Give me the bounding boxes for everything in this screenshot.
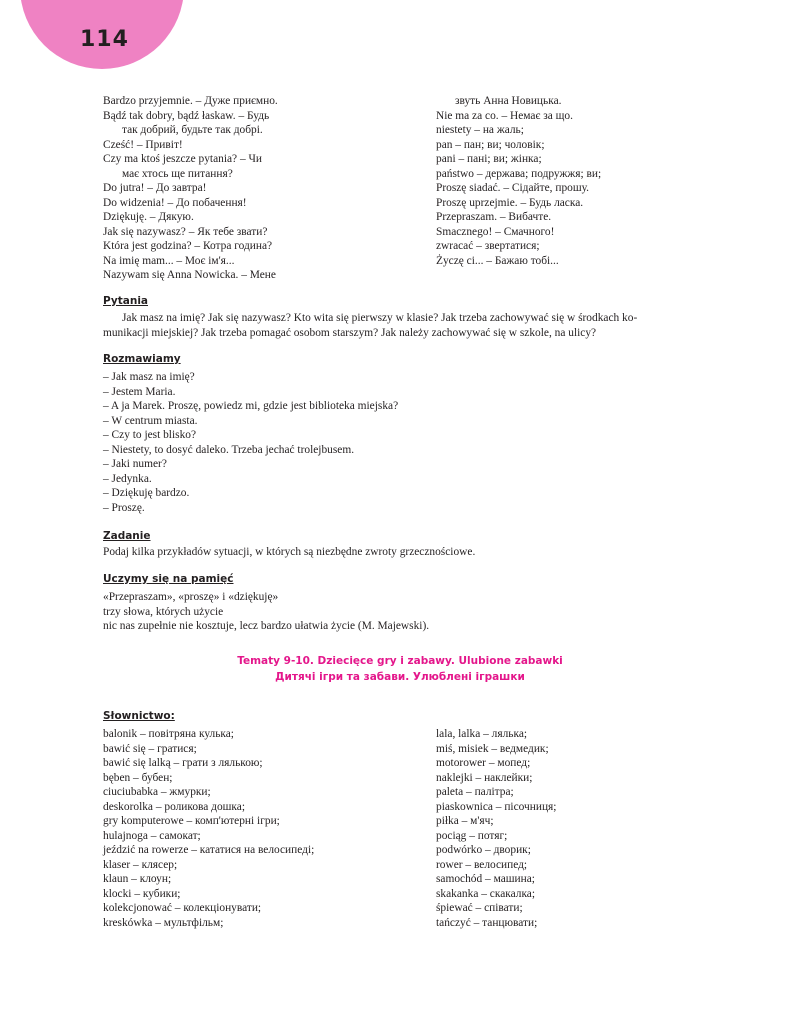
phrase-line: zwracać – звертатися; [436, 240, 540, 252]
vocab-entry: klaun – клоун; [103, 873, 172, 885]
phrase-line: Proszę siadać. – Сідайте, прошу. [436, 182, 590, 194]
vocab-entry: piłka – м'яч; [436, 815, 494, 827]
vocab-right-column [436, 727, 556, 930]
zadanie-text: Podaj kilka przykładów sytuacji, w których są niezbędne zwroty grzecznościowe. [103, 546, 476, 558]
phrase-line: Bądź tak dobry, bądź łaskaw. – Будь [103, 109, 270, 122]
phrase-line: pani – пані; ви; жінка; [436, 153, 542, 165]
dialogue-line: – Jaki numer? [103, 458, 167, 470]
vocab-entry: paleta – палітра; [436, 786, 514, 798]
poem [103, 590, 429, 634]
dialogue-line: – Jedynka. [103, 472, 152, 485]
vocab-entry: bawić się – гратися; [103, 742, 197, 755]
vocab-entry: klaser – клясер; [103, 858, 178, 871]
dialogue-line: – Niestety, to dosyć daleko. Trzeba jechać trolejbusem. [103, 443, 355, 456]
dialogue-line: – Czy to jest blisko? [103, 429, 197, 441]
vocab-entry: skakanka – скакалка; [436, 887, 536, 900]
phrase-line: Nazywam się Anna Nowicka. – Мене [103, 269, 276, 281]
vocab-entry: śpiewać – співати; [436, 902, 523, 914]
vocab-entry: kolekcjonować – колекціонувати; [103, 902, 262, 914]
phrase-line: Jak się nazywasz? – Як тебе звати? [103, 225, 268, 238]
vocab-entry: miś, misiek – ведмедик; [436, 742, 549, 755]
vocab-entry: deskorolka – роликова дошка; [103, 800, 246, 813]
phrase-line: Smacznego! – Смачного! [436, 225, 555, 238]
poem-line: trzy słowa, których użycie [103, 605, 224, 618]
phrase-line: Proszę uprzejmie. – Будь ласка. [436, 196, 584, 209]
phrase-line: Do jutra! – До завтра! [103, 182, 207, 194]
topic-title-uk: Дитячі ігри та забави. Улюблені іграшки [275, 671, 525, 683]
phrase-line: państwo – держава; подружжя; ви; [436, 167, 602, 180]
vocab-entry: pociąg – потяг; [436, 829, 508, 842]
vocab-entry: balonik – повітряна кулька; [103, 728, 234, 740]
vocab-entry: naklejki – наклейки; [436, 771, 533, 784]
phrase-line: Nie ma za co. – Немає за що. [436, 109, 573, 122]
dialogue-line: – Dziękuję bardzo. [103, 487, 190, 499]
phrase-line: Do widzenia! – До побачення! [103, 196, 247, 209]
vocab-entry: motorower – мопед; [436, 757, 531, 769]
phrase-line: має хтось ще питання? [122, 167, 233, 180]
dialogue-line: – W centrum miasta. [103, 414, 198, 427]
zadanie-heading: Zadanie [103, 530, 151, 542]
vocab-entry: tańczyć – танцювати; [436, 916, 538, 929]
phrase-line: Życzę ci... – Бажаю тобі... [436, 254, 559, 267]
phrase-line: Na imię mam... – Моє ім'я... [103, 254, 235, 267]
phrase-line: Która jest godzina? – Котра година? [103, 240, 273, 252]
phrase-line: Czy ma ktoś jeszcze pytania? – Чи [103, 153, 262, 165]
topic-title-pl: Tematy 9-10. Dziecięce gry i zabawy. Ulubione zabawki [237, 655, 563, 667]
dialogue-line: – A ja Marek. Proszę, powiedz mi, gdzie jest biblioteka miejska? [103, 400, 399, 412]
pytania-line-1: Jak masz na imię? Jak się nazywasz? Kto wita się pierwszy w klasie? Jak trzeba zachowywać się w środkach ko- [122, 312, 638, 324]
vocab-entry: gry komputerowe – комп'ютерні ігри; [103, 815, 280, 827]
dialogue-line: – Jak masz na imię? [103, 371, 195, 383]
phrase-line: так добрий, будьте так добрі. [122, 124, 263, 136]
phrase-line: Dziękuję. – Дякую. [103, 211, 194, 223]
vocab-entry: podwórko – дворик; [436, 844, 531, 856]
vocab-entry: samochód – машина; [436, 873, 535, 885]
vocab-entry: bawić się lalką – грати з лялькою; [103, 757, 263, 769]
rozmawiamy-heading: Rozmawiamy [103, 353, 181, 365]
phrase-line: Cześć! – Привіт! [103, 138, 183, 151]
phrase-line: niestety – на жаль; [436, 124, 524, 136]
vocab-entry: klocki – кубики; [103, 887, 181, 900]
pamiec-heading: Uczymy się na pamięć [103, 573, 234, 585]
vocab-entry: kreskówka – мультфільм; [103, 916, 224, 929]
phrases-right-column [436, 94, 601, 268]
phrase-line: Przepraszam. – Вибачте. [436, 211, 552, 223]
vocab-entry: jeździć na rowerze – кататися на велосипеді; [103, 844, 315, 856]
vocab-entry: piaskownica – пісочниця; [436, 800, 557, 813]
vocab-entry: rower – велосипед; [436, 858, 528, 871]
dialogue [103, 370, 398, 515]
phrase-line: pan – пан; ви; чоловік; [436, 138, 545, 151]
slownictwo-heading: Słownictwo: [103, 710, 175, 722]
phrase-line: Bardzo przyjemnie. – Дуже приємно. [103, 95, 278, 107]
page-number-badge [0, 0, 185, 80]
vocab-left-column [103, 727, 314, 930]
page-number: 114 [80, 27, 129, 52]
dialogue-line: – Proszę. [103, 501, 145, 514]
vocab-entry: ciuciubabka – жмурки; [103, 786, 211, 798]
pytania-heading: Pytania [103, 295, 148, 307]
dialogue-line: – Jestem Maria. [103, 385, 176, 398]
vocab-entry: lala, lalka – лялька; [436, 728, 528, 740]
pytania-paragraph [103, 311, 743, 341]
phrases-left-column [103, 94, 278, 283]
poem-line: nic nas zupełnie nie kosztuje, lecz bardzo ułatwia życie (M. Majewski). [103, 620, 430, 632]
vocab-entry: hulajnoga – самокат; [103, 829, 201, 842]
vocab-entry: bęben – бубен; [103, 771, 173, 784]
poem-line: «Przepraszam», «proszę» i «dziękuję» [103, 591, 279, 603]
phrase-line: звуть Анна Новицька. [455, 95, 562, 107]
pytania-line-2: munikacji miejskiej? Jak trzeba pomagać osobom starszym? Jak należy zachowywać się w szkole, na ulicy? [103, 327, 597, 339]
